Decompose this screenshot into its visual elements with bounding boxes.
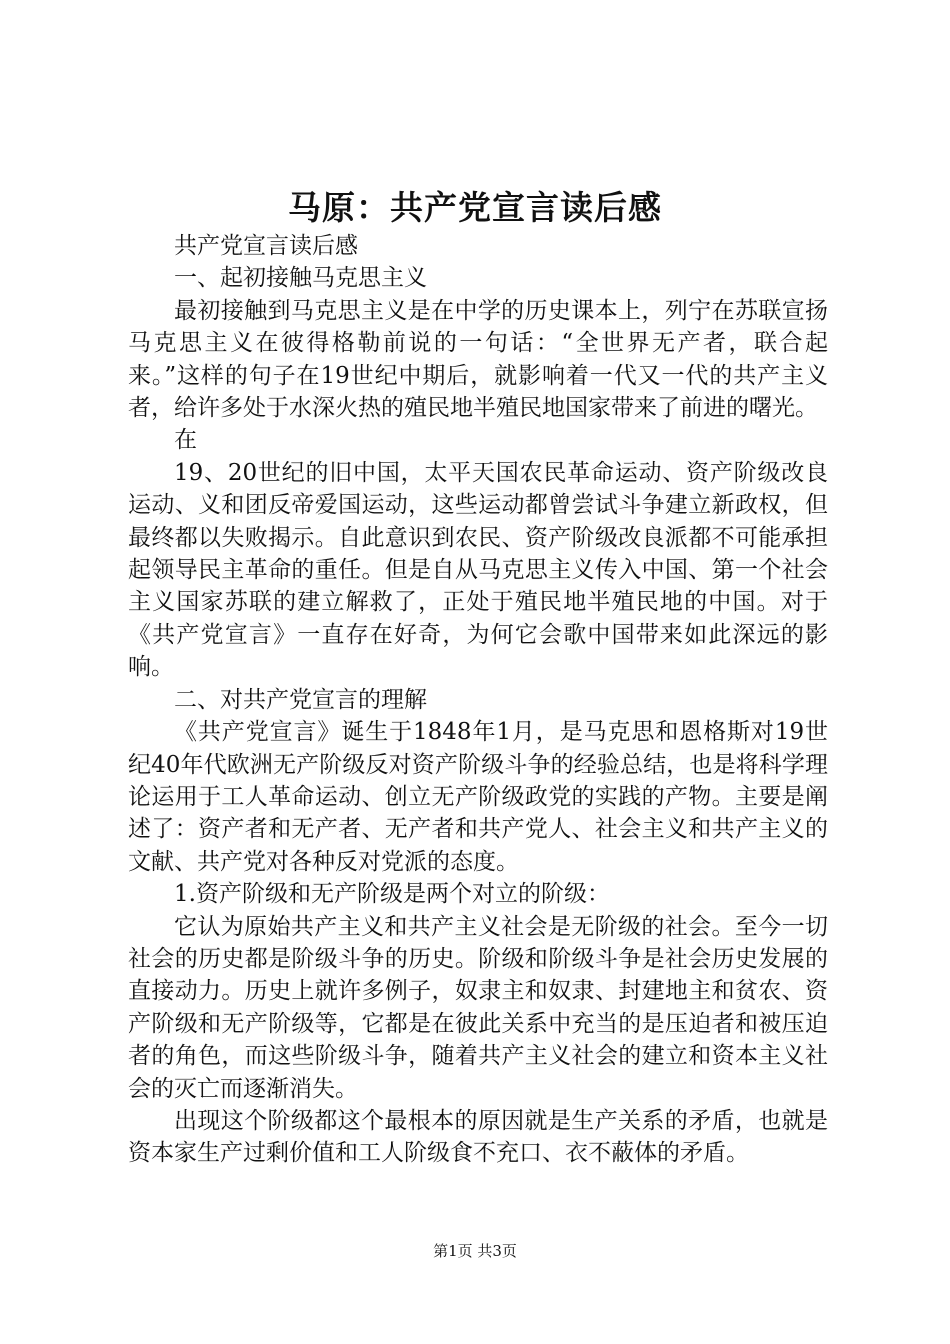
- paragraph: 在: [174, 427, 197, 454]
- section-heading: 一、起初接触马克思主义: [174, 265, 427, 292]
- paragraph: 19、20世纪的旧中国，太平天国农民革命运动、资产阶级改良运动、义和团反帝爱国运动，这些运动都曾尝试斗争建立新政权，但最终都以失败揭示。自此意识到农民、资产阶级改良派都不可能承担起领导民主革命的重任。但是自从马克思主义传入中国、第一个社会主义国家苏联的建立解救了，正处于殖民地半殖民地的中国。对于《共产党宣言》一直存在好奇，为何它会歌中国带来如此深远的影响。: [128, 459, 828, 681]
- page-title: 马原：共产党宣言读后感: [288, 188, 662, 227]
- section-heading: 二、对共产党宣言的理解: [174, 686, 427, 713]
- paragraph: 它认为原始共产主义和共产主义社会是无阶级的社会。至今一切社会的历史都是阶级斗争的历史。阶级和阶级斗争是社会历史发展的直接动力。历史上就许多例子，奴隶主和奴隶、封建地主和贫农、资产阶级和无产阶级等，它都是在彼此关系中充当的是压迫者和被压迫者的角色，而这些阶级斗争，随着共产主义社会的建立和资本主义社会的灭亡而逐渐消失。: [128, 913, 828, 1102]
- document-body: [128, 230, 828, 1170]
- paragraph: 共产党宣言读后感: [174, 233, 358, 259]
- paragraph: 出现这个阶级都这个最根本的原因就是生产关系的矛盾，也就是资本家生产过剩价值和工人阶级食不充口、衣不蔽体的矛盾。: [128, 1107, 828, 1167]
- paragraph: 最初接触到马克思主义是在中学的历史课本上，列宁在苏联宣扬马克思主义在彼得格勒前说的一句话：“全世界无产者，联合起来。”这样的句子在19世纪中期后，就影响着一代又一代的共产主义者，给许多处于水深火热的殖民地半殖民地国家带来了前进的曙光。: [128, 297, 828, 422]
- subsection-heading: 1.资产阶级和无产阶级是两个对立的阶级：: [174, 881, 610, 908]
- paragraph: 《共产党宣言》诞生于1848年1月，是马克思和恩格斯对19世纪40年代欧洲无产阶级反对资产阶级斗争的经验总结，也是将科学理论运用于工人革命运动、创立无产阶级政党的实践的产物。主要是阐述了：资产者和无产者、无产者和共产党人、社会主义和共产主义的文献、共产党对各种反对党派的态度。: [128, 719, 828, 875]
- page-footer: 第1页 共3页: [433, 1242, 517, 1260]
